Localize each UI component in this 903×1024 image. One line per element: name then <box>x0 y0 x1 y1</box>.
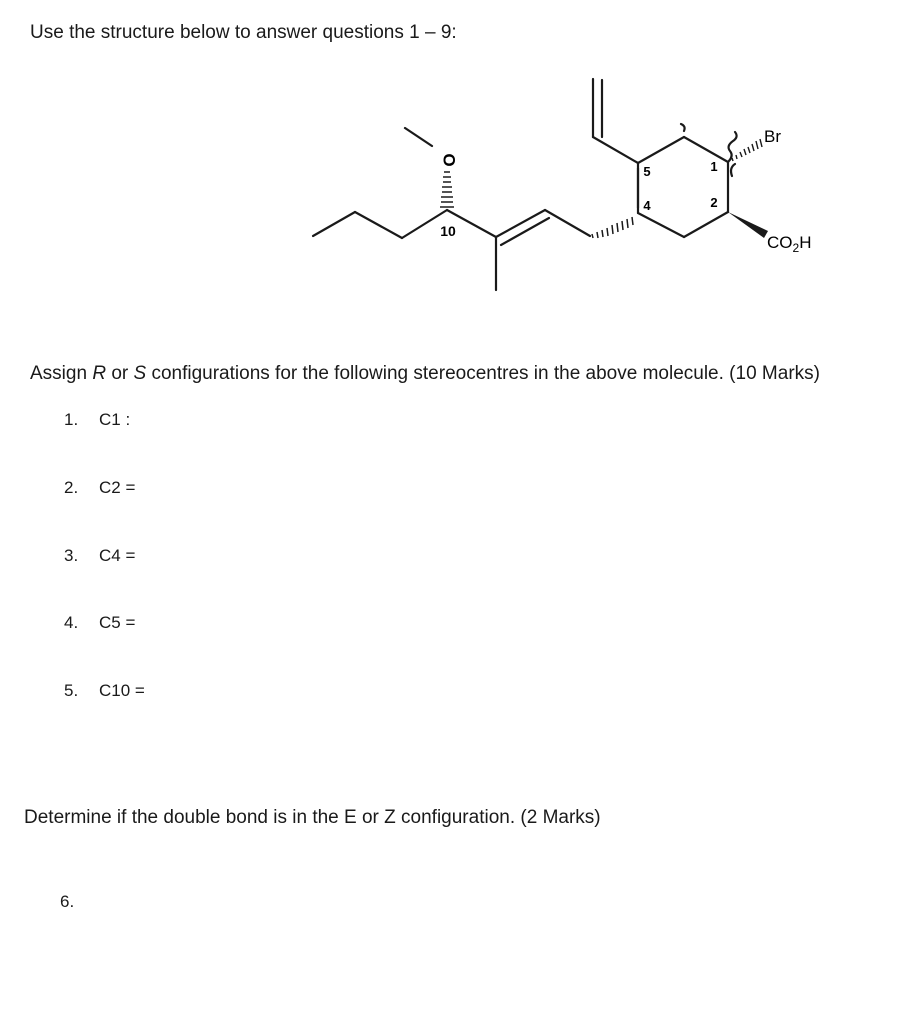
label-oxygen: O <box>440 153 459 167</box>
assign-heading: Assign R or S configurations for the following stereocentres in the above molecule. (10 Marks) <box>30 363 820 384</box>
label-c1: 1 <box>710 159 718 174</box>
hashed-bond-c10-o <box>440 172 454 207</box>
question-c5: 4. C5 = <box>64 613 136 632</box>
intro-text: Use the structure below to answer questions 1 – 9: <box>30 22 457 43</box>
label-c2: 2 <box>710 195 718 210</box>
ring-bond-5-6 <box>638 137 684 163</box>
question-c4: 3. C4 = <box>64 546 136 565</box>
ring-bond-6-1 <box>684 137 728 162</box>
molecule-structure <box>0 0 903 340</box>
ez-heading: Determine if the double bond is in the E or Z configuration. (2 Marks) <box>24 807 601 828</box>
bond-vinyl-1 <box>593 137 638 163</box>
ring-bond-2-3 <box>684 212 728 237</box>
wedge-bond-co2h <box>728 212 768 238</box>
question-c10: 5. C10 = <box>64 681 145 700</box>
label-c5: 5 <box>643 164 651 179</box>
hashed-bond-c1-br <box>732 139 762 161</box>
bond-chain-ring <box>545 210 590 236</box>
ring-mark <box>681 124 685 131</box>
bond-ethyl-1 <box>313 212 355 236</box>
question-c1: 1. C1 : <box>64 410 131 429</box>
bond-ethyl-2 <box>355 212 402 238</box>
hashed-bond-c4 <box>592 217 633 238</box>
label-bromine: Br <box>764 127 781 146</box>
question-c2: 2. C2 = <box>64 478 136 497</box>
wavy-bond <box>728 132 737 162</box>
ring-bond-3-4 <box>638 213 684 237</box>
label-co2h: $CO_2H$ <box>767 233 812 255</box>
ring-curve-mark <box>731 164 735 176</box>
label-c4: 4 <box>643 198 651 213</box>
question-6: 6. <box>60 892 75 911</box>
bond-methoxy-methyl <box>405 128 432 146</box>
label-c10: 10 <box>440 223 456 239</box>
